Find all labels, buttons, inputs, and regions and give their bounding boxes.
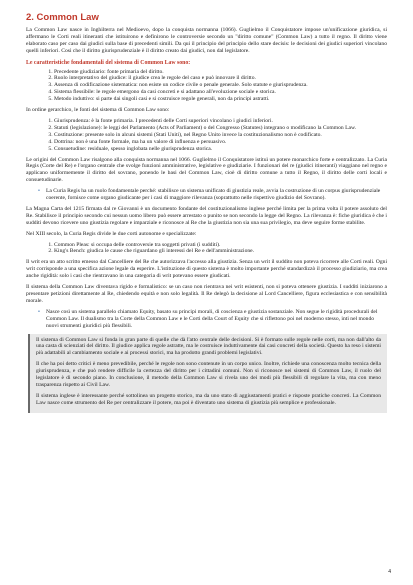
list-item: 4. Dottrina: non è una fonte formale, ma ha un valore di influenza e persuasivo. xyxy=(54,139,387,146)
features-list xyxy=(26,69,387,104)
courts-list xyxy=(26,242,387,256)
list-item: 1. Common Pleas: si occupa delle controversie tra soggetti privati (i sudditi). xyxy=(54,242,387,249)
features-heading: Le caratteristiche fondamentali del sistema di Common Law sono: xyxy=(26,59,191,66)
magna-carta-paragraph: La Magna Carta del 1215 firmata dal re Giovanni è un documento fondante del costituzionalismo inglese perché limita per la prima volta il potere assoluto del Re. Stabilisce il principio secondo cui nessun uomo libero può essere arrestato o punito se non secondo la legge del Regno. La rilevanza è: fiche giuridica è che i sudditi devono ricevere uno giustizia regolare e imparziale e riconosce al Re che la giustizia non sia una sua privilegio, ma deve seguire forme stabilite. xyxy=(26,205,387,226)
list-item: 2. King's Bench: giudica le cause che riguardano gli interessi del Re e dell'amministrazione. xyxy=(54,248,387,255)
list-item: 1. Precedente giudiziario: fonte primaria del diritto. xyxy=(54,69,387,76)
curia-list xyxy=(26,188,387,202)
section-title: 2. Common Law xyxy=(26,12,99,23)
box-paragraph: Il che ha poi detto critici è meno prevedibile, perché le regole non sono contenute in un corpo unico. Inoltre, richiede una conoscenza molto tecnica della giurisprudenza, e che può rendere difficile la certezza del diritto per i cittadini comuni. Non si riconosce nei sistemi di Common Law, il ruolo del legislatore è di secondo piano. In conclusione, il metodo della Common Law si rivela uno dei modi più flessibili di regolare la vita, ma con meno trasparenza rispetto ai Civil Law. xyxy=(36,361,381,388)
list-item: 5. Metodo induttivo: si parte dai singoli casi e si costruisce regole generali, non da principi astratti. xyxy=(54,96,387,103)
page-number: 4 xyxy=(388,569,391,575)
list-item: 5. Consuetudine: residuale, spesso inglobata nelle giurisprudenza storica. xyxy=(54,146,387,153)
list-item: 4. Sistema flessibile: le regole emergono da casi concreti e si adattano all'evoluzione sociale e storica. xyxy=(54,89,387,96)
writ-paragraph: Il writ era un atto scritto emesso dal Cancelliere del Re che autorizzava l'accesso alla giustizia. Senza un writ il suddito non poteva ricorrere alle Corti reali. Ogni writ corrisponde a una specifica azione legale da esperire. L'istituzione di questo sistema è molto importante perché standardizzò il processo giudiziario, ma crea anche rigidità: solo i casi che rientravano in una categoria di writ potevano essere giudicati. xyxy=(26,259,387,280)
equity-list xyxy=(26,309,387,330)
list-item: • La Curia Regis ha un ruolo fondamentale perché: stabilisce un sistema unificato di giustizia reale, avvia la costruzione di un corpus giurisprudenziale coerente, fornisce come organo giudicante per i casi di maggiore rilevanza (soprattutto nelle rispettivo giudizio del Sovrano). xyxy=(46,188,387,202)
box-paragraph: Il sistema inglese è interessante perché sottolinea un progetto storico, ma da uno stato di aggiustamenti pratici e risposte pratiche concreti. La Common Law nasce come strumento del Re per centralizzare il potere, ma poi è diventato uno sistema di giustizia più semplice e professionale. xyxy=(36,392,381,406)
summary-box xyxy=(28,334,387,413)
list-item: • Nasce così un sistema parallelo chiamato Equity, basato su principi morali, di coscienza e giustizia sostanziale. Non segue le rigidità procedurali del Common Law. Il dualismo tra la Corte della Common Law e le Corti della Court of Equity che si riflettono poi nel moderno stesso, inti nel mondo nuovi strumenti giuridici più flessibili. xyxy=(46,309,387,330)
list-item: 2. Ruolo interpretativo del giudice: il giudice crea le regole del caso e può innovare il diritto. xyxy=(54,75,387,82)
equity-paragraph: Il sistema della Common Law diventava rigido e formalistico: se un caso non rientrava nei writ esistenti, non si poteva ottenere giustizia. I sudditi iniziarono a presentare petizioni direttamente al Re, chiedendo equità e non solo legalità. Il Re delegò la decisione al Lord Cancelliere, figura ecclesiastica e con sensibilità morale. xyxy=(26,284,387,304)
intro-paragraph: La Common Law nasce in Inghilterra nel Medioevo, dopo la conquista normanna (1066). Guglielmo il Conquistatore impose un'unificazione giuridica, si affermano le Corti reali itineranti che istituirono e definirono le controversie secondo un "diritto comune" (Common Law) a tutto il regno. Il diritto viene elaborato caso per caso dai giudici sulla base di precedenti simili. Da qui il principio del principio dello stare decisis: le decisioni dei giudici superiori vincolano quelli inferiori. Così che il diritto giurisprudenziale è il diritto creato dai giudici, non dal legislatore. xyxy=(26,27,387,54)
list-item: 3. Costituzione: presente solo in alcuni sistemi (Stati Uniti), nel Regno Unito invece la costituzionalismo non è codificato. xyxy=(54,132,387,139)
sources-heading: In ordine gerarchico, le fonti del sistema di Common Law sono: xyxy=(26,107,170,114)
sources-list xyxy=(26,118,387,153)
list-item: 3. Assenza di codificazione sistematica: non esiste un codice civile o penale generale. Solo statute e giurisprudenza. xyxy=(54,82,387,89)
origins-paragraph: Le origini del Common Law risalgono alla conquista normanna nel 1066. Guglielmo il Conquistatore istituì un potere monarchico forte e centralizzato. La Curia Regis (Corte del Re) e l'organo centrale che svolge funzioni amministrative, legislative e giudiziarie. I funzionari del re (giudici itineranti) viaggiano nel regno e applicano uniformemente il diritto del sovrano, ponendo le basi del Common Law, cioè di diritto comune a tutto il Regno, il diritto delle corti locali e consuetudinarie. xyxy=(26,156,387,184)
list-item: 1. Giurisprudenza: è la fonte primaria. I precedenti delle Corti superiori vincolano i giudici inferiori. xyxy=(54,118,387,125)
list-item: 2. Statuti (legislazione): le leggi del Parlamento (Acts of Parliament) o del Congresso (Statutes) integrano o modificano la Common Law. xyxy=(54,125,387,132)
box-paragraph: Il sistema di Common Law si fonda in gran parte di quelle che dà l'atto centrale delle decisioni. Si è formato sulle regole nelle corti, ma non dall'alto da una casta di scienziati del diritto. Il giudice applica regole astratte, ma le costruisce induttivamente dai casi concreti della società. Questo ha reso i sistemi più adattabili al cambiamento sociale e ai processi storici, ma ha prodotto grandi problemi legislativi. xyxy=(36,336,381,357)
curia-split-paragraph: Nel XIII secolo, la Curia Regis divide le due corti autonome e specializzate: xyxy=(26,230,197,237)
